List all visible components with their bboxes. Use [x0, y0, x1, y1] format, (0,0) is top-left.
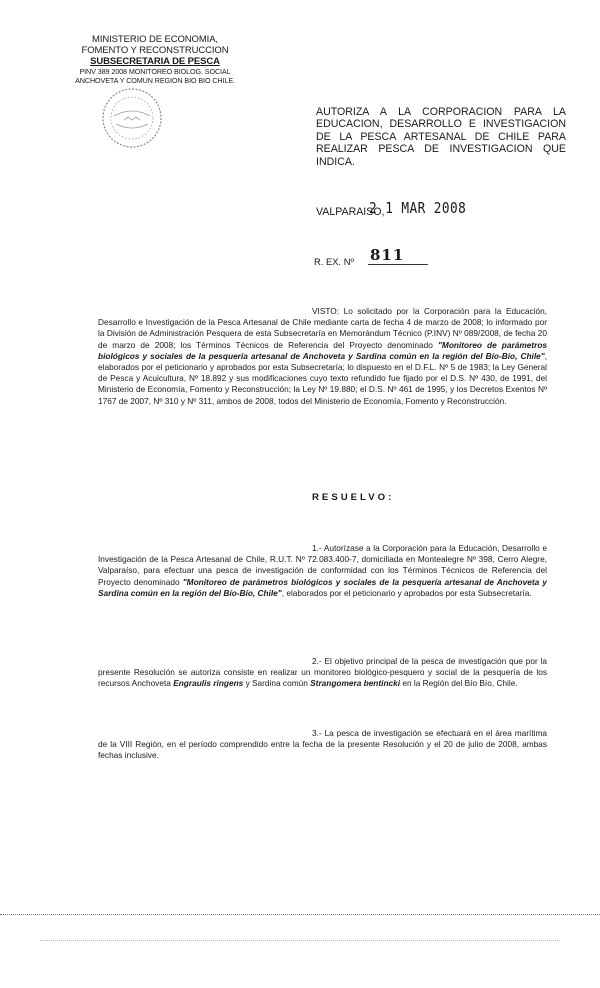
scan-dotted-line: [0, 914, 600, 915]
resolution-title: AUTORIZA A LA CORPORACION PARA LA EDUCACION, DESARROLLO E INVESTIGACION DE LA PESCA ARTESANAL DE CHILE PARA REALIZAR PESCA DE INVESTIGACION QUE INDICA.: [316, 106, 566, 168]
item2-mid: y Sardina común: [243, 678, 311, 689]
resolution-number: 811: [368, 246, 428, 265]
resolution-item-1: [98, 543, 547, 599]
header-line-subsecretaria: SUBSECRETARIA DE PESCA: [90, 56, 220, 67]
visto-project-name: "Monitoreo de parámetros biológicos y sociales de la pesquería artesanal de Anchoveta y Sardina común en la región del Bío-Bío, Chile": [98, 339, 547, 361]
header-line-ministry: MINISTERIO DE ECONOMIA,: [92, 34, 218, 45]
item1-lead: 1.- Autorízase a la Corporación para la Educación, Desarrollo e Investigación de la Pesca Artesanal de Chile, R.U.T. Nº 72.083.400-7, domiciliada en Montealegre Nº 398, Cerro Alegre, Valparaíso, para efectuar una pesca de investigación de conformidad con los Términos Técnicos de Referencia del Proyecto denominado: [98, 543, 547, 587]
item1-project-name: "Monitoreo de parámetros biológicos y sociales de la pesquería artesanal de Anchoveta y Sardina común en la región del Bío-Bío, Chile": [98, 576, 547, 598]
official-seal-stamp: [100, 86, 164, 150]
header-line-ref2: ANCHOVETA Y COMUN REGION BIO BIO CHILE.: [75, 76, 235, 85]
place-label: VALPARAISO,: [316, 206, 385, 218]
header-line-fomento: FOMENTO Y RECONSTRUCCION: [81, 45, 229, 56]
header-line-ref1: PINV 389 2008 MONITOREO BIOLOG. SOCIAL: [79, 67, 231, 76]
item2-species-sardina: Strangomera bentincki: [310, 678, 401, 689]
resolution-item-2: [98, 656, 547, 690]
item2-tail: en la Región del Bío Bío, Chile.: [400, 678, 518, 689]
item2-species-anchoveta: Engraulis ringens: [173, 678, 244, 689]
resolution-item-3: [98, 728, 547, 762]
scan-dotted-line-2: [40, 940, 560, 941]
resuelvo-heading: RESUELVO:: [312, 492, 395, 503]
visto-tail: , elaborados por el peticionario y aprobados por esta Subsecretaría; lo dispuesto en el D.F.L. Nº 5 de 1983; la Ley General de Pesca y Acuicultura, Nº 18.892 y sus modificaciones cuyo texto refundido fue fijado por el D.S. Nº 430, de 1991, del Ministerio de Economía, Fomento y Reconstrucción; la Ley Nº 19.880; el D.S. Nº 461 de 1995, y los Decretos Exentos Nº 1767 de 2007, Nº 310 y Nº 311, ambos de 2008, todos del Ministerio de Economía, Fomento y Reconstrucción.: [98, 350, 547, 406]
visto-paragraph: [98, 306, 547, 407]
item3-text: 3.- La pesca de investigación se efectuará en el área marítima de la VIII Región, en el período comprendido entre la fecha de la presente Resolución y el 20 de julio de 2008, ambas fechas inclusive.: [98, 728, 547, 761]
item1-tail: , elaborados por el peticionario y aprobados por esta Subsecretaría.: [281, 587, 532, 598]
date-stamp: 2 1 MAR 2008: [369, 199, 467, 217]
resolution-number-label: R. EX. Nº: [314, 256, 354, 267]
ministry-header: [60, 34, 250, 85]
visto-lead: VISTO: Lo solicitado por la Corporación para la Educación, Desarrollo e Investigación de la Pesca Artesanal de Chile mediante carta de fecha 4 de marzo de 2008; lo informado por la División de Administración Pesquera de esta Subsecretaría en Memorándum Técnico (P.INV) Nº 089/2008, de fecha 20 de marzo de 2008; los Términos Técnicos de Referencia del Proyecto denominado: [98, 306, 547, 350]
item2-lead: 2.- El objetivo principal de la pesca de investigación que por la presente Resolución se autoriza consiste en realizar un monitoreo biológico-pesquero y social de la pesquería de los recursos Anchoveta: [98, 656, 547, 689]
